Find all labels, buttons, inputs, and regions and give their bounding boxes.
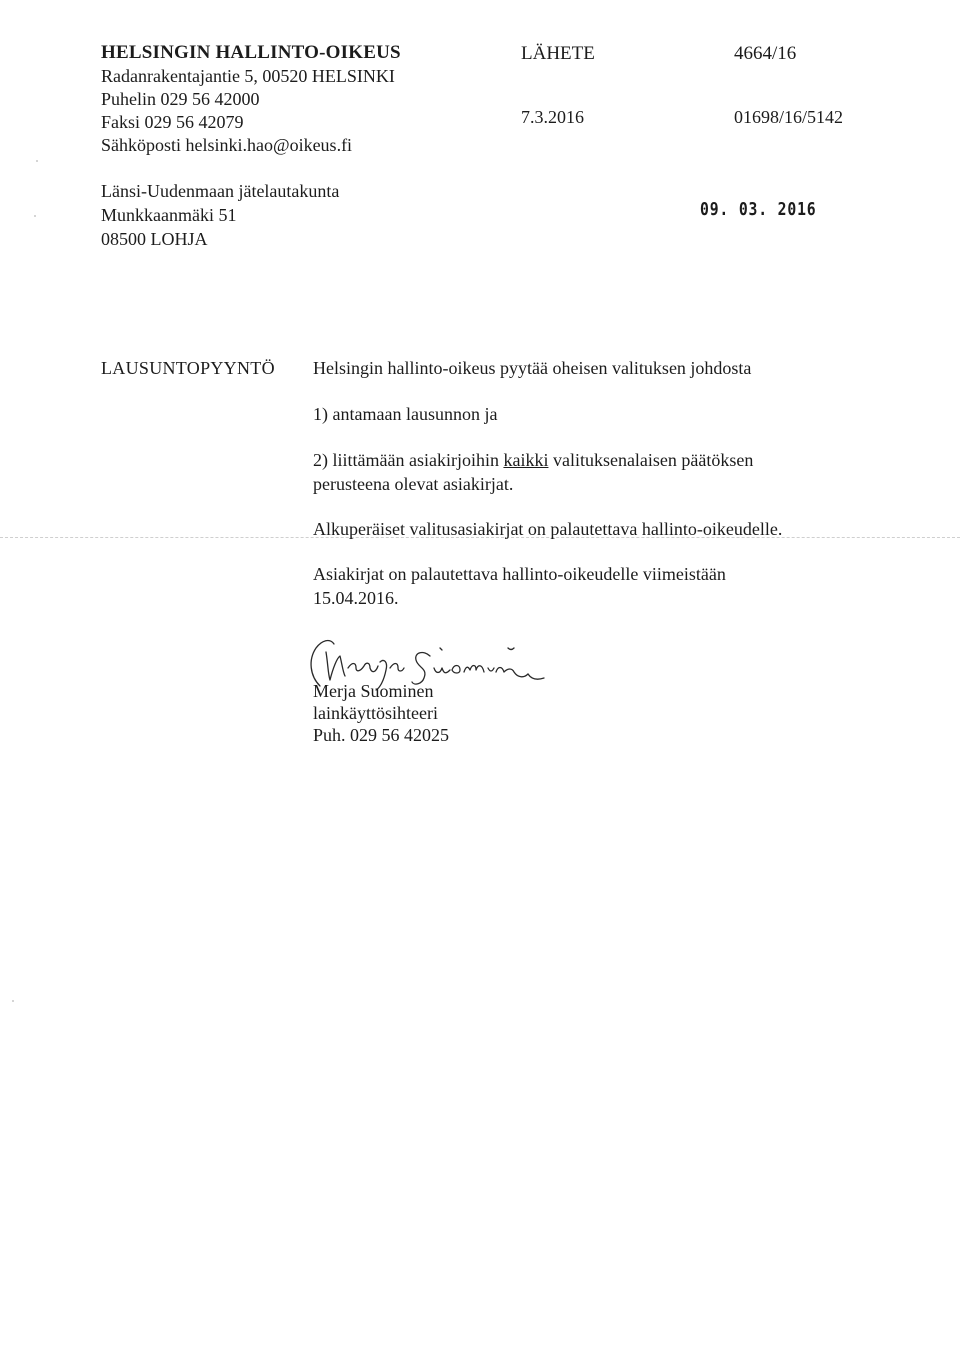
- sender-name: HELSINGIN HALLINTO-OIKEUS: [101, 42, 401, 63]
- recipient-name: Länsi-Uudenmaan jätelautakunta: [101, 181, 340, 201]
- sender-fax: Faksi 029 56 42079: [101, 112, 244, 132]
- sender-address: Radanrakentajantie 5, 00520 HELSINKI: [101, 66, 395, 86]
- return-deadline-line-2: 15.04.2016.: [313, 588, 399, 608]
- recipient-postal: 08500 LOHJA: [101, 229, 208, 249]
- received-date-stamp: 09. 03. 2016: [700, 199, 817, 220]
- body-item-2: [313, 449, 753, 472]
- sender-phone: Puhelin 029 56 42000: [101, 89, 260, 109]
- signer-name: Merja Suominen: [313, 681, 434, 701]
- body-item-1: 1) antamaan lausunnon ja: [313, 404, 498, 424]
- subject-heading: LAUSUNTOPYYNTÖ: [101, 358, 275, 378]
- scan-speck: [34, 215, 36, 217]
- body-item-2-continuation: perusteena olevat asiakirjat.: [313, 474, 514, 494]
- body-item-2-start: 2) liittämään asiakirjoihin: [313, 450, 504, 470]
- sender-email: Sähköposti helsinki.hao@oikeus.fi: [101, 135, 353, 155]
- document-type: LÄHETE: [521, 43, 595, 64]
- document-date: 7.3.2016: [521, 107, 584, 127]
- scan-speck: [36, 160, 38, 162]
- signer-title: lainkäyttösihteeri: [313, 703, 438, 723]
- case-number: 01698/16/5142: [734, 107, 844, 127]
- body-item-2-end: valituksenalaisen päätöksen: [548, 450, 754, 470]
- body-item-2-emphasis: kaikki: [503, 450, 549, 470]
- body-intro: Helsingin hallinto-oikeus pyytää oheisen valituksen johdosta: [313, 358, 752, 378]
- document-number: 4664/16: [734, 43, 797, 64]
- signer-phone: Puh. 029 56 42025: [313, 725, 450, 745]
- scan-speck: [12, 1000, 14, 1002]
- return-originals-note: Alkuperäiset valitusasiakirjat on palautettava hallinto-oikeudelle.: [313, 519, 783, 539]
- return-deadline-line-1: Asiakirjat on palautettava hallinto-oikeudelle viimeistään: [313, 564, 726, 584]
- recipient-street: Munkkaanmäki 51: [101, 205, 237, 225]
